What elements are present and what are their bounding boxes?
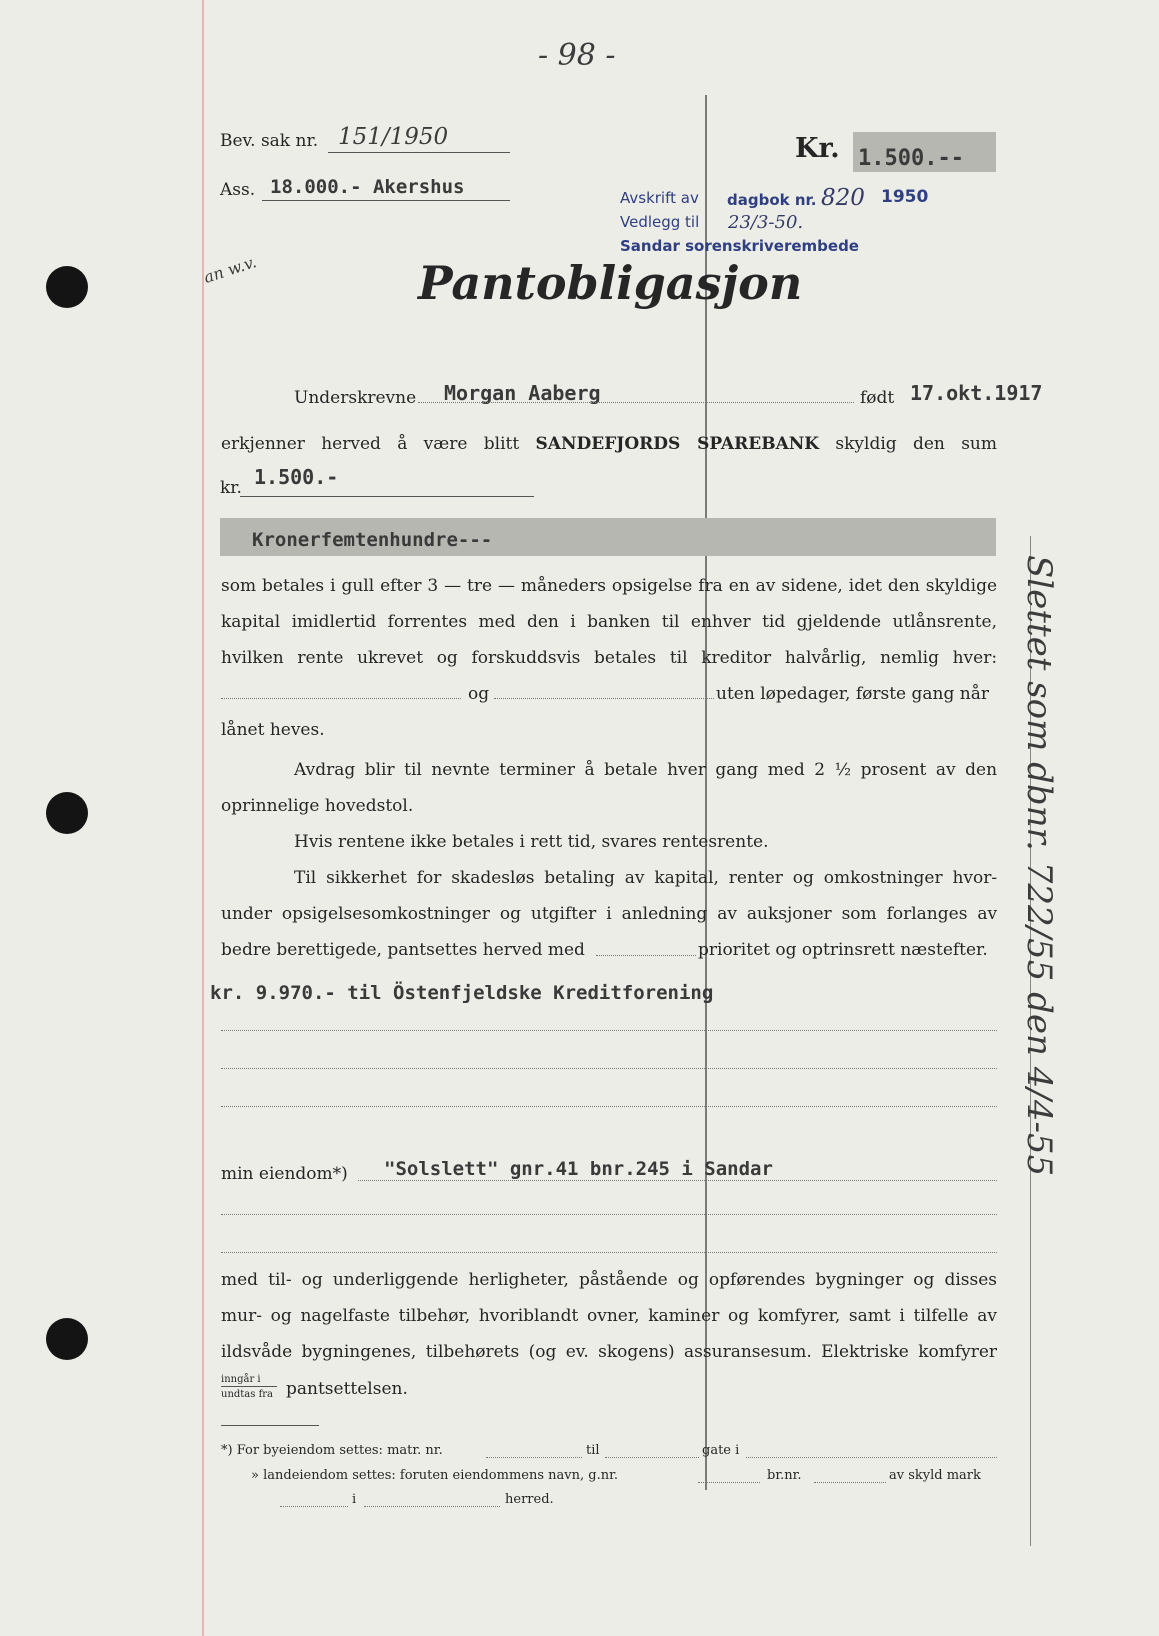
term-dots-2 bbox=[494, 698, 714, 699]
footnote-brnr: br.nr. bbox=[767, 1468, 802, 1483]
property-value: "Solslett" gnr.41 bnr.245 i Sandar bbox=[384, 1158, 773, 1180]
para4-line1: Til sikkerhet for skadesløs betaling av kapital, renter og omkostninger hvor- bbox=[294, 868, 998, 888]
para5-line3: ildsvåde bygningenes, tilbehørets (og ev. skogens) assuransesum. Elektriske komfyrer bbox=[221, 1342, 998, 1362]
page-number: - 98 - bbox=[538, 38, 616, 73]
para4-line3-start: bedre berettigede, pantsettes herved med bbox=[221, 940, 585, 960]
born-label: født bbox=[860, 388, 895, 408]
stamp-avskrift: Avskrift av bbox=[620, 189, 699, 207]
footnote-dots-gate bbox=[746, 1457, 997, 1458]
para3: Hvis rentene ikke betales i rett tid, svares rentesrente. bbox=[294, 832, 769, 852]
margin-rule bbox=[202, 0, 204, 1636]
footnote-i: i bbox=[352, 1492, 357, 1507]
kr-small-label: kr. bbox=[220, 478, 242, 498]
bank-name: SANDEFJORDS SPAREBANK bbox=[535, 434, 820, 454]
blank-line-1 bbox=[221, 1030, 997, 1031]
para5-line1: med til- og underliggende herligheter, påstående og opførendes bygninger og disses bbox=[221, 1270, 998, 1290]
blank-line-3 bbox=[221, 1106, 997, 1107]
para5-line2: mur- og nagelfaste tilbehør, hvoriblandt ovner, kaminer og komfyrer, samt i tilfelle av bbox=[221, 1306, 997, 1326]
footnote-dots-herred bbox=[364, 1506, 500, 1507]
blank-line-2 bbox=[221, 1068, 997, 1069]
para4-line3-end: prioritet og optrinsrett næstefter. bbox=[698, 940, 988, 960]
footnote-line2-prefix: » landeiendom settes: foruten eiendommens navn, g.nr. bbox=[251, 1468, 618, 1483]
stamp-vedlegg: Vedlegg til bbox=[620, 213, 700, 231]
footnote-dots-matr bbox=[486, 1457, 582, 1458]
blank-line-4 bbox=[221, 1214, 997, 1215]
stamp-dagbok-year: 1950 bbox=[881, 187, 929, 207]
footnote-dots-brnr bbox=[814, 1482, 886, 1483]
stamp-dagbok-value: 820 bbox=[821, 185, 865, 211]
blank-line-5 bbox=[221, 1252, 997, 1253]
kr-small-underline bbox=[240, 496, 534, 497]
para1-line4-end: uten løpedager, første gang når bbox=[716, 684, 989, 704]
para1-line5: lånet heves. bbox=[221, 720, 325, 740]
signer-label: Underskrevne bbox=[294, 388, 417, 408]
footnote-til: til bbox=[586, 1443, 600, 1458]
punch-hole bbox=[46, 1318, 88, 1360]
acknowledge-line: erkjenner herved å være blitt SANDEFJORDS SPAREBANK skyldig den sum bbox=[221, 434, 997, 454]
inngar-label: inngår i bbox=[221, 1374, 261, 1385]
amount-words: Kronerfemtenhundre--- bbox=[252, 529, 493, 551]
priority-dots bbox=[596, 955, 696, 956]
ass-label: Ass. bbox=[220, 180, 256, 200]
kr-small-value: 1.500.- bbox=[254, 465, 339, 489]
para1-line2: kapital imidlertid forrentes med den i banken til enhver tid gjeldende utlånsrente, bbox=[221, 612, 997, 632]
ass-value: 18.000.- Akershus bbox=[270, 176, 465, 198]
document-title: Pantobligasjon bbox=[418, 256, 803, 310]
stamp-dagbok: dagbok nr. bbox=[727, 191, 817, 209]
kr-label: Kr. bbox=[795, 133, 840, 164]
bev-sak-value: 151/1950 bbox=[338, 124, 449, 150]
footnote-dots-name bbox=[280, 1506, 348, 1507]
footnote-skyld: av skyld mark bbox=[889, 1468, 981, 1483]
undtas-label: undtas fra bbox=[221, 1389, 274, 1400]
ass-underline bbox=[262, 200, 510, 201]
footnote-line1-prefix: *) For byeiendom settes: matr. nr. bbox=[221, 1443, 443, 1458]
signer-name: Morgan Aaberg bbox=[444, 381, 601, 405]
stamp-vedlegg-value: 23/3-50. bbox=[728, 212, 804, 233]
bev-sak-label: Bev. sak nr. bbox=[220, 131, 319, 151]
signer-dots bbox=[418, 402, 854, 403]
footnote-rule bbox=[221, 1425, 319, 1426]
stamp-office: Sandar sorenskriverembede bbox=[620, 237, 859, 255]
born-value: 17.okt.1917 bbox=[910, 381, 1043, 405]
para1-line1: som betales i gull efter 3 — tre — måneders opsigelse fra en av sidene, idet den skyldige bbox=[221, 576, 998, 596]
para1-line3: hvilken rente ukrevet og forskuddsvis betales til kreditor halvårlig, nemlig hver: bbox=[221, 648, 998, 668]
footnote-gate: gate i bbox=[702, 1443, 740, 1458]
term-og: og bbox=[468, 684, 490, 704]
property-dots bbox=[358, 1180, 997, 1181]
property-label: min eiendom*) bbox=[221, 1164, 348, 1184]
term-dots-1 bbox=[221, 698, 461, 699]
inngar-divider bbox=[221, 1386, 277, 1387]
initials: an w.v. bbox=[201, 252, 259, 287]
footnote-dots-til bbox=[605, 1457, 699, 1458]
prior-lien: kr. 9.970.- til Östenfjeldske Kreditforening bbox=[210, 982, 714, 1004]
footnote-dots-gnr bbox=[698, 1482, 760, 1483]
kr-value: 1.500.-- bbox=[858, 146, 964, 171]
bev-sak-underline bbox=[328, 152, 510, 153]
footnote-herred: herred. bbox=[505, 1492, 554, 1507]
para2-line2: oprinnelige hovedstol. bbox=[221, 796, 414, 816]
punch-hole bbox=[46, 792, 88, 834]
para2-line1: Avdrag blir til nevnte terminer å betale hver gang med 2 ½ prosent av den bbox=[294, 760, 998, 780]
pantsettelsen: pantsettelsen. bbox=[286, 1379, 408, 1399]
margin-note: Slettet som dbnr. 722/55 den 4/4-55 bbox=[1019, 555, 1059, 1177]
punch-hole bbox=[46, 266, 88, 308]
para4-line2: under opsigelsesomkostninger og utgifter i anledning av auksjoner som forlanges av bbox=[221, 904, 998, 924]
